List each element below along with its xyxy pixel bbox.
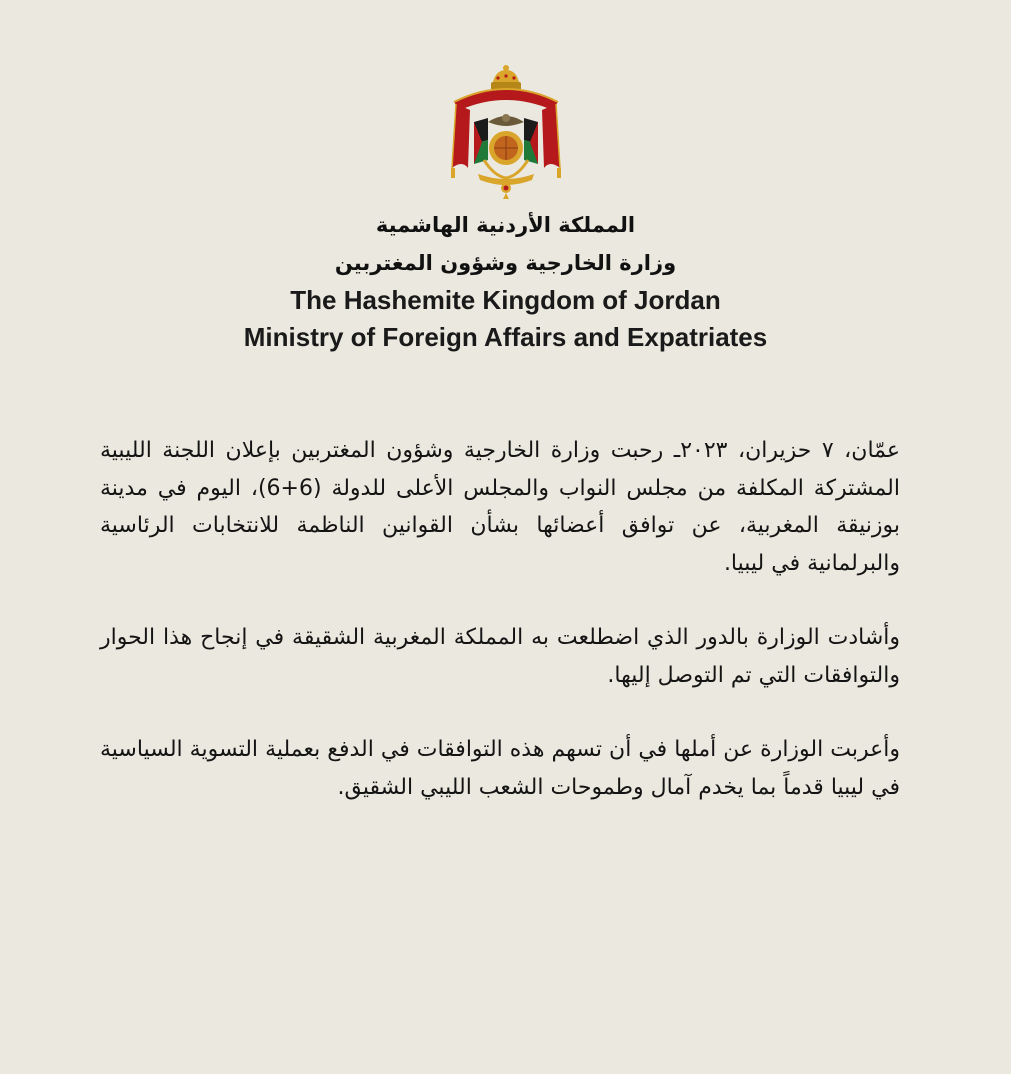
statement-paragraph-3: وأعربت الوزارة عن أملها في أن تسهم هذه التوافقات في الدفع بعملية التسوية السياسية في ليبيا قدماً بما يخدم آمال وطموحات الشعب الليبي الشقيق. (100, 737, 900, 800)
statement-body (100, 432, 900, 806)
statement-paragraph-2: وأشادت الوزارة بالدور الذي اضطلعت به المملكة المغربية الشقيقة في إنجاح هذا الحوار والتوافقات التي تم التوصل إليها. (100, 625, 900, 688)
kingdom-name-arabic: المملكة الأردنية الهاشمية (375, 213, 636, 237)
statement-paragraph-1: عمّان، ٧ حزيران، ٢٠٢٣ـ رحبت وزارة الخارجية وشؤون المغتربين بإعلان اللجنة الليبية المشتركة المكلفة من مجلس النواب والمجلس الأعلى للدولة (6+6)، اليوم في مدينة بوزنيقة المغربية، عن توافق أعضائها بشأن القوانين الناظمة للانتخابات الرئاسية والبرلمانية في ليبيا. (100, 438, 900, 576)
ministry-name-arabic: وزارة الخارجية وشؤون المغتربين (334, 251, 677, 275)
jordan-coat-of-arms-icon (448, 64, 564, 200)
kingdom-name-english: The Hashemite Kingdom of Jordan (290, 285, 721, 315)
letterhead (0, 206, 1011, 356)
ministry-name-english: Ministry of Foreign Affairs and Expatriates (243, 322, 768, 352)
